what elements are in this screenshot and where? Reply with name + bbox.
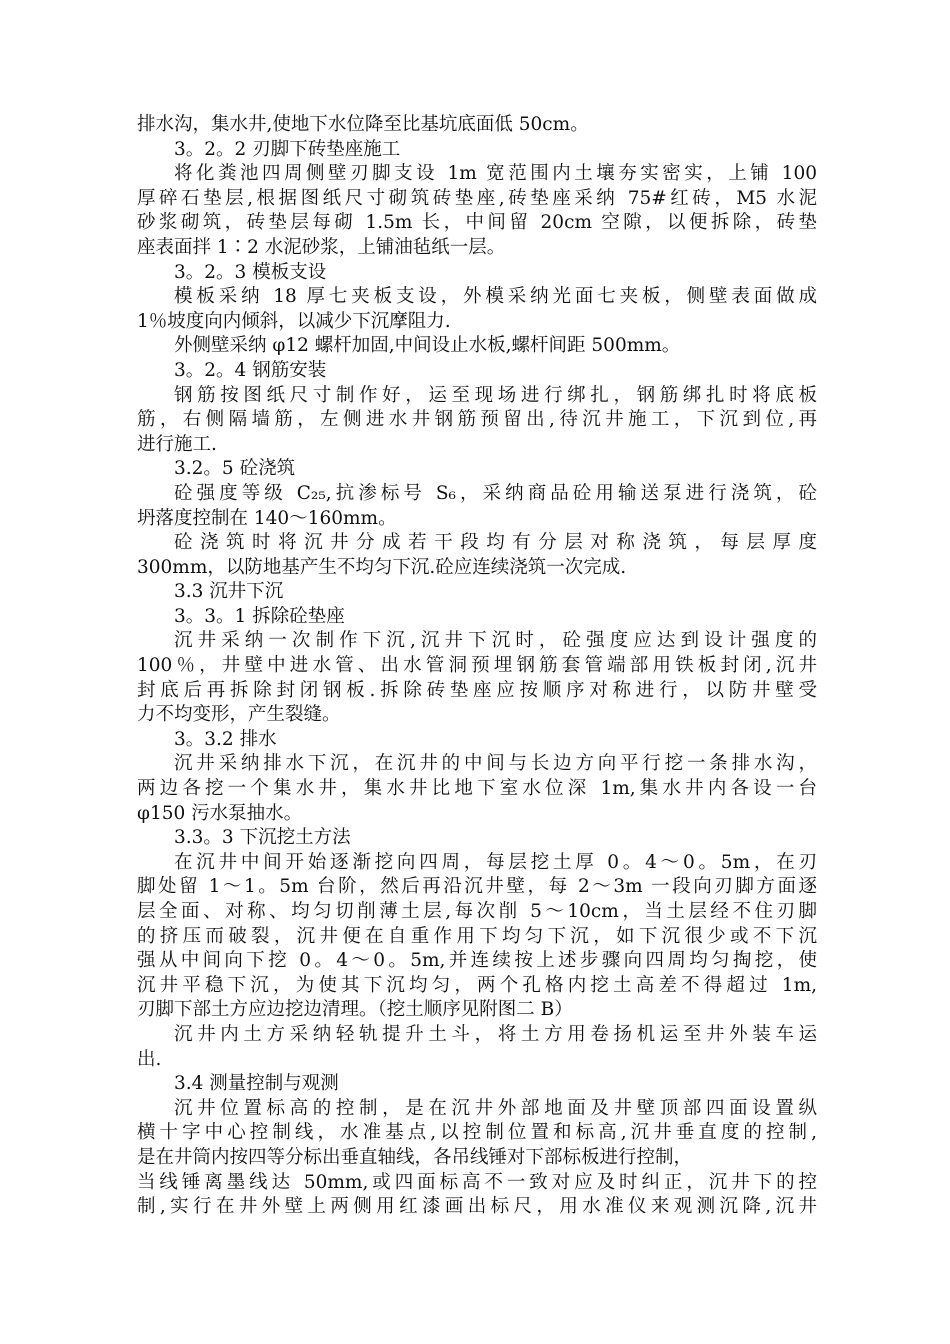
text-line: 沉井采纳一次制作下沉,沉井下沉时，砼强度应达到设计强度的 [174,630,817,652]
text-line: 模板采纳 18 厚七夹板支设，外模采纳光面七夹板，侧壁表面做成 [174,286,817,308]
text-line: 砼强度等级 C₂₅,抗渗标号 S₆，采纳商品砼用输送泵进行浇筑，砼 [174,482,817,504]
text-line: 3.4 测量控制与观测 [174,1073,339,1095]
text-line: 层全面、对称、均匀切削薄土层,每次削 5～10cm，当土层经不住刃脚 [137,901,817,922]
text-line: 外侧壁采纳 φ12 螺杆加固,中间设止水板,螺杆间距 500mm。 [174,335,681,357]
text-line: 排水沟，集水井,使地下水位降至比基坑底面低 50cm。 [137,114,589,135]
text-line: 3.3 沉井下沉 [174,581,284,603]
text-line: 3。2。3 模板支设 [174,261,327,283]
text-line: 封底后再拆除封闭钢板.拆除砖垫座应按顺序对称进行，以防井壁受 [137,679,817,701]
text-line: 进行施工. [137,433,217,455]
text-line: 沉井平稳下沉，为使其下沉均匀，两个孔格内挖土高差不得超过 1m, [137,974,817,996]
text-line: 3。2。2 刃脚下砖垫座施工 [174,138,401,160]
text-line: 砂浆砌筑，砖垫层每砌 1.5m 长，中间留 20cm 空隙，以便拆除，砖垫 [137,212,817,234]
text-line: 300mm，以防地基产生不均匀下沉.砼应连续浇筑一次完成. [137,556,627,578]
text-line: 的挤压而破裂，沉井便在自重作用下均匀下沉，如下沉很少或不下沉 [137,925,817,947]
text-line: 沉井内土方采纳轻轨提升土斗，将土方用卷扬机运至井外装车运 [174,1023,817,1045]
text-line: 当线锤离墨线达 50mm,或四面标高不一致对应及时纠正，沉井下的控 [137,1171,817,1193]
text-line: 3。2。4 钢筋安装 [174,359,327,381]
text-line: 3.3。3 下沉挖土方法 [174,827,351,849]
text-line: 将化粪池四周侧壁刃脚支设 1m 宽范围内土壤夯实密实，上铺 100 [174,163,817,185]
text-line: φ150 污水泵抽水。 [137,802,303,824]
text-line: 厚碎石垫层,根据图纸尺寸砌筑砖垫座,砖垫座采纳 75#红砖，M5 水泥 [137,187,817,209]
text-line: 1％坡度向内倾斜，以减少下沉摩阻力. [137,310,451,332]
text-line: 3。3.2 排水 [174,728,277,750]
text-line: 砼浇筑时将沉井分成若干段均有分层对称浇筑，每层厚度 [174,532,817,554]
text-line: 力不均变形，产生裂缝。 [137,704,341,726]
text-line: 在沉井中间开始逐渐挖向四周，每层挖土厚 0。4～0。5m，在刃 [174,851,817,873]
text-line: 3.2。5 砼浇筑 [174,458,296,480]
text-line: 制,实行在井外壁上两侧用红漆画出标尺，用水准仪来观测沉降,沉井 [137,1196,817,1218]
text-line: 是在井筒内按四等分标出垂直轴线，各吊线锤对下部标板进行控制， [137,1146,693,1168]
text-line: 两边各挖一个集水井，集水井比地下室水位深 1m,集水井内各设一台 [137,778,817,800]
text-line: 沉井采纳排水下沉，在沉井的中间与长边方向平行挖一条排水沟， [174,753,817,775]
text-line: 座表面拌 1∶2 水泥砂浆，上铺油毡纸一层。 [137,236,506,258]
text-line: 刃脚下部土方应边挖边清理。（挖土顺序见附图二 B） [137,999,573,1021]
text-line: 横十字中心控制线，水准基点,以控制位置和标高,沉井垂直度的控制, [137,1122,817,1144]
document-body [137,113,817,1220]
text-line: 3。3。1 拆除砼垫座 [174,605,345,627]
text-line: 脚处留 1～1。5m 台阶，然后再沿沉井壁，每 2～3m 一段向刃脚方面逐 [137,876,817,898]
text-line: 出. [137,1048,162,1070]
text-line: 沉井位置标高的控制，是在沉井外部地面及井壁顶部四面设置纵 [174,1097,817,1119]
text-line: 钢筋按图纸尺寸制作好，运至现场进行绑扎，钢筋绑扎时将底板 [174,384,817,406]
text-line: 强从中间向下挖 0。4～0。5m,并连续按上述步骤向四周均匀掏挖，使 [137,950,817,972]
text-line: 坍落度控制在 140～160mm。 [137,507,397,529]
text-line: 筋，右侧隔墙筋，左侧进水井钢筋预留出,待沉井施工，下沉到位,再 [137,409,817,431]
text-line: 100％，井壁中进水管、出水管洞预埋钢筋套管端部用铁板封闭,沉井 [137,655,817,677]
